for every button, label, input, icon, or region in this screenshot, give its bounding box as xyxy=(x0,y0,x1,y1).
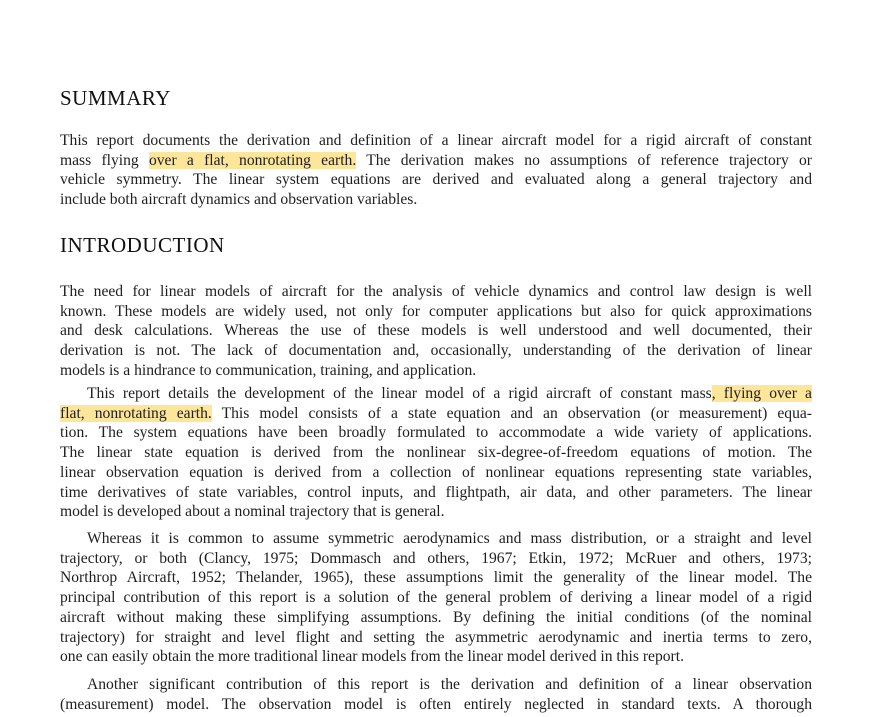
text-segment: vehicle symmetry. The linear system equations are derived and evaluated along a general trajectory and xyxy=(60,171,812,189)
text-segment: linear observation equation is derived from a collection of nonlinear equations representing state variables, xyxy=(60,463,812,481)
text-segment: This report documents the derivation and definition of a linear aircraft model for a rigid aircraft of constant xyxy=(60,132,812,149)
text-line xyxy=(60,647,812,666)
highlighted-text: flat, nonrotating earth. xyxy=(60,404,212,422)
introduction-heading: INTRODUCTION xyxy=(60,233,225,257)
text-segment: mass flying xyxy=(60,151,149,169)
text-line xyxy=(60,341,812,360)
text-line xyxy=(60,695,812,714)
highlighted-text: , flying over a xyxy=(711,385,812,402)
text-line xyxy=(60,608,812,627)
text-line xyxy=(60,568,812,587)
text-segment: trajectory) for straight and level flight and setting the asymmetric aerodynamic and inertia terms to zero, xyxy=(60,628,812,646)
text-line xyxy=(60,131,812,150)
text-segment: models is a hindrance to communication, training, and application. xyxy=(60,361,477,379)
text-line xyxy=(60,404,812,423)
text-segment: include both aircraft dynamics and observation variables. xyxy=(60,191,418,209)
text-segment: tion. The system equations have been broadly formulated to accommodate a wide variety of applications. xyxy=(60,424,812,442)
text-segment: and desk calculations. Whereas the use of these models is well understood and well documented, their xyxy=(60,322,812,340)
text-segment: This report details the development of the linear model of a rigid aircraft of constant mass xyxy=(87,385,712,402)
text-segment: This model consists of a state equation and an observation (or measurement) equa- xyxy=(211,404,812,422)
text-line xyxy=(60,443,812,462)
highlighted-text: over a flat, nonrotating earth. xyxy=(148,151,357,169)
text-line xyxy=(60,170,812,189)
text-segment: Northrop Aircraft, 1952; Thelander, 1965), these assumptions limit the generality of the linear model. The xyxy=(60,569,812,587)
text-line xyxy=(60,628,812,647)
text-line xyxy=(60,282,812,301)
text-line xyxy=(60,549,812,568)
text-line xyxy=(87,384,812,403)
text-segment: Whereas it is common to assume symmetric aerodynamics and mass distribution, or a straight and level xyxy=(87,530,812,547)
text-line xyxy=(60,423,812,442)
text-segment: known. These models are widely used, not only for computer applications but also for quick approximations xyxy=(60,302,812,320)
text-segment: model is developed about a nominal trajectory that is general. xyxy=(60,503,445,521)
text-segment: aircraft without making these simplifying assumptions. By defining the initial conditions (of the nominal xyxy=(60,608,812,626)
text-line xyxy=(60,361,812,380)
text-line xyxy=(60,463,812,482)
text-line xyxy=(87,675,812,694)
text-line xyxy=(60,302,812,321)
text-line xyxy=(60,321,812,340)
text-line xyxy=(60,483,812,502)
text-line xyxy=(87,529,812,548)
text-segment: The linear state equation is derived from the nonlinear six-degree-of-freedom equations of motion. The xyxy=(60,444,812,462)
text-segment: (measurement) model. The observation model is often entirely neglected in standard texts. A thorough xyxy=(60,695,812,713)
text-line xyxy=(60,502,812,521)
text-segment: principal contribution of this report is a solution of the general problem of deriving a linear model of a rigid xyxy=(60,589,812,607)
summary-heading: SUMMARY xyxy=(60,86,171,110)
text-segment: derivation is not. The lack of documentation and, occasionally, understanding of the derivation of linear xyxy=(60,342,812,360)
text-line xyxy=(60,151,812,170)
text-segment: Another significant contribution of this report is the derivation and definition of a linear observation xyxy=(87,676,812,693)
text-segment: The need for linear models of aircraft for the analysis of vehicle dynamics and control law design is well xyxy=(60,283,812,300)
text-segment: time derivatives of state variables, control inputs, and flightpath, air data, and other parameters. The linear xyxy=(60,483,812,501)
text-segment: one can easily obtain the more traditional linear models from the linear model derived in this report. xyxy=(60,648,684,666)
text-line xyxy=(60,190,812,209)
text-segment: trajectory, or both (Clancy, 1975; Dommasch and others, 1967; Etkin, 1972; McRuer and others, 1973; xyxy=(60,549,812,567)
text-line xyxy=(60,588,812,607)
text-segment: The derivation makes no assumptions of reference trajectory or xyxy=(356,151,812,169)
